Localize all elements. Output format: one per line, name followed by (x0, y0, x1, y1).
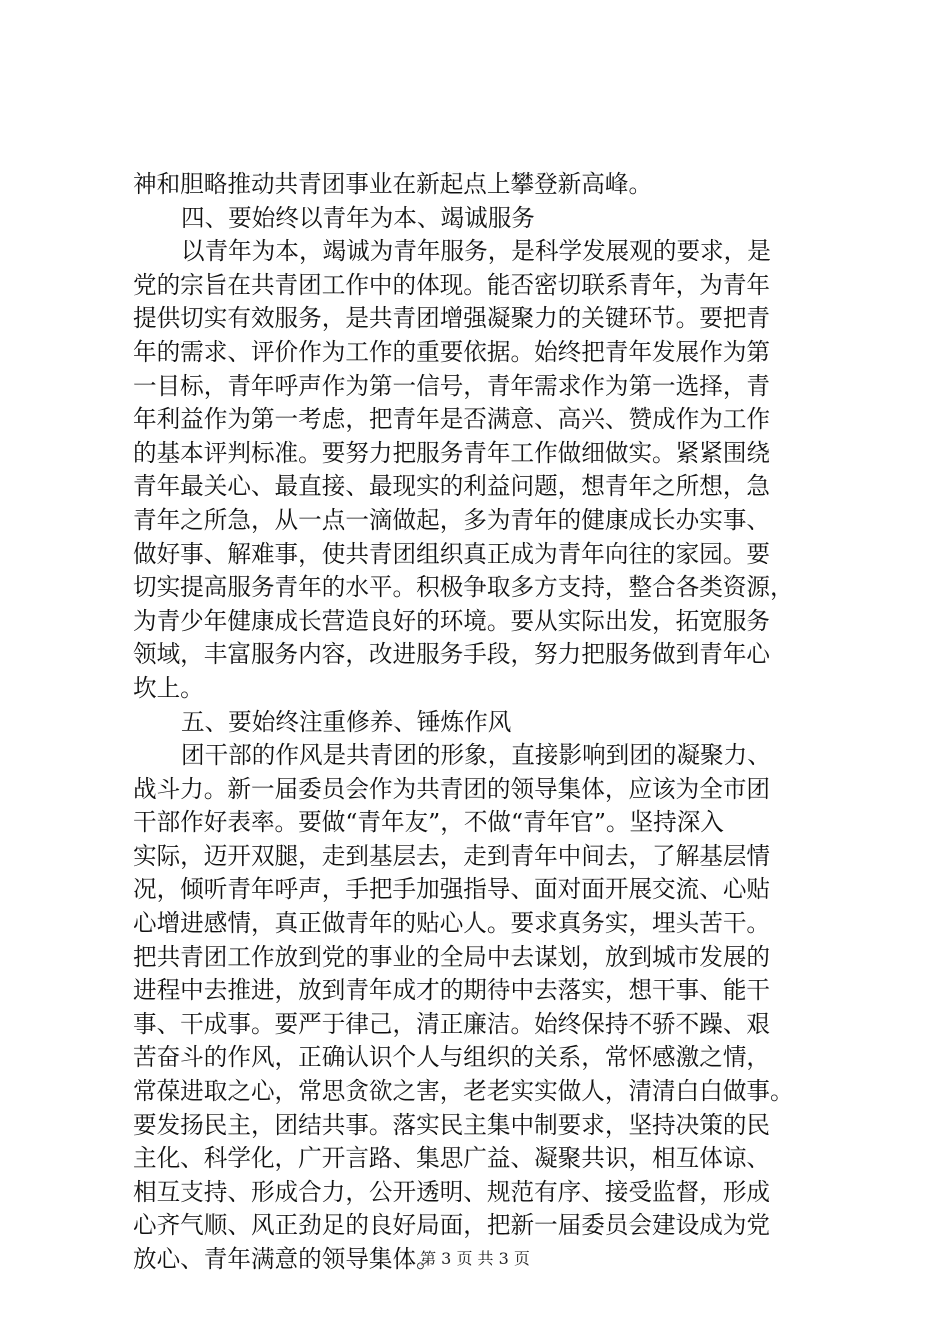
text-line: 相互支持、形成合力，公开透明、规范有序、接受监督，形成 (133, 1177, 771, 1206)
text-line: 年利益作为第一考虑，把青年是否满意、高兴、赞成作为工作 (133, 405, 771, 434)
text-line: 实际，迈开双腿，走到基层去，走到青年中间去，了解基层情 (133, 841, 771, 870)
text-line: 切实提高服务青年的水平。积极争取多方支持，整合各类资源， (133, 573, 794, 602)
text-line: 心增进感情，真正做青年的贴心人。要求真务实，埋头苦干。 (133, 909, 771, 938)
text-line: 领域，丰富服务内容，改进服务手段，努力把服务做到青年心 (133, 640, 771, 669)
text-line: 做好事、解难事，使共青团组织真正成为青年向往的家园。要 (133, 539, 771, 568)
text-line: 为青少年健康成长营造良好的环境。要从实际出发，拓宽服务 (133, 606, 771, 635)
text-line: 一目标，青年呼声作为第一信号，青年需求作为第一选择，青 (133, 371, 771, 400)
text-line: 把共青团工作放到党的事业的全局中去谋划，放到城市发展的 (133, 942, 771, 971)
document-body (133, 168, 833, 1277)
text-line: 况，倾听青年呼声，手把手加强指导、面对面开展交流、心贴 (133, 875, 771, 904)
text-line: 心齐气顺、风正劲足的良好局面，把新一届委员会建设成为党 (133, 1211, 771, 1240)
text-line: 的基本评判标准。要努力把服务青年工作做细做实。紧紧围绕 (133, 438, 771, 467)
text-line: 事、干成事。要严于律己，清正廉洁。始终保持不骄不躁、艰 (133, 1009, 771, 1038)
text-line: 年的需求、评价作为工作的重要依据。始终把青年发展作为第 (133, 337, 771, 366)
text-line: 放心、青年满意的领导集体。 (133, 1245, 440, 1273)
text-line: 青年最关心、最直接、最现实的利益问题，想青年之所想，急 (133, 472, 771, 501)
text-line: 四、要始终以青年为本、竭诚服务 (181, 203, 535, 232)
text-line: 常葆进取之心，常思贪欲之害，老老实实做人，清清白白做事。 (133, 1077, 794, 1106)
text-line: 主化、科学化，广开言路、集思广益、凝聚共识，相互体谅、 (133, 1144, 771, 1173)
text-line: 提供切实有效服务，是共青团增强凝聚力的关键环节。要把青 (133, 304, 771, 333)
text-line: 坎上。 (133, 673, 204, 702)
text-line: 要发扬民主，团结共事。落实民主集中制要求，坚持决策的民 (133, 1110, 771, 1139)
text-line: 团干部的作风是共青团的形象，直接影响到团的凝聚力、 (181, 741, 771, 770)
text-line: 苦奋斗的作风，正确认识个人与组织的关系，常怀感激之情， (133, 1043, 771, 1072)
text-line: 神和胆略推动共青团事业在新起点上攀登新高峰。 (133, 170, 653, 198)
text-line: 以青年为本，竭诚为青年服务，是科学发展观的要求，是 (181, 237, 771, 266)
text-line: 党的宗旨在共青团工作中的体现。能否密切联系青年，为青年 (133, 270, 771, 299)
text-line: 干部作好表率。要做“青年友”，不做“青年官”。坚持深入 (133, 808, 724, 837)
text-line: 战斗力。新一届委员会作为共青团的领导集体，应该为全市团 (133, 774, 771, 803)
text-line: 青年之所急，从一点一滴做起，多为青年的健康成长办实事、 (133, 505, 771, 534)
page-footer: 第 3 页 共 3 页 (420, 1249, 530, 1268)
text-line: 五、要始终注重修养、锤炼作风 (181, 707, 512, 736)
text-line: 进程中去推进，放到青年成才的期待中去落实，想干事、能干 (133, 976, 771, 1005)
